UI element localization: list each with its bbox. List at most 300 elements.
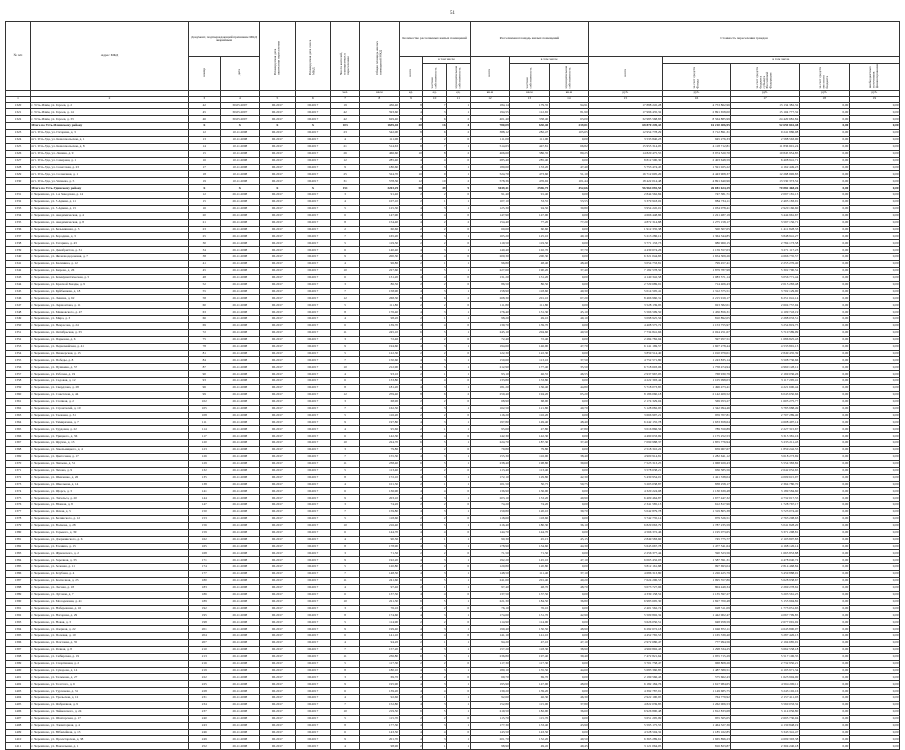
header-residents: Число жителей, планируемых к переселению <box>331 22 360 91</box>
table-cell: 58 <box>399 185 423 192</box>
table-cell: 1 <box>446 571 470 578</box>
table-cell: 72,40 <box>470 336 509 343</box>
table-cell: 1 <box>446 653 470 660</box>
table-cell: 4 822 039,85 <box>589 702 663 709</box>
table-cell: 2 <box>399 336 423 343</box>
table-cell: 241,60 <box>360 577 399 584</box>
table-cell: 4 <box>423 433 447 440</box>
table-cell: 96,80 <box>360 261 399 268</box>
table-cell: 26 081 624,29 <box>662 185 730 192</box>
table-cell: III.2017 <box>295 391 331 398</box>
table-cell: 5 114 056,80 <box>731 708 799 715</box>
table-cell: 5 042 879,78 <box>589 509 663 516</box>
table-cell: 66,82 <box>549 143 588 150</box>
table-cell: 133,20 <box>510 164 549 171</box>
table-cell: III.2017 <box>260 729 296 736</box>
table-cell: 0,00 <box>849 453 899 460</box>
table-cell: 40,50 <box>549 329 588 336</box>
table-cell: 1397 <box>6 646 31 653</box>
table-cell: г. Черемхово, ул. Рабочая, д. 19 <box>31 371 189 378</box>
table-cell: 37,50 <box>549 357 588 364</box>
table-cell: 252 <box>188 743 220 750</box>
table-cell: 111 <box>188 419 220 426</box>
table-cell: 243 <box>188 722 220 729</box>
table-cell: 0,00 <box>799 185 849 192</box>
table-cell: III.2017 <box>295 646 331 653</box>
table-cell: 2 <box>423 605 447 612</box>
table-cell: 1 855 776,94 <box>662 440 730 447</box>
table-cell: 3 073 727,96 <box>589 584 663 591</box>
table-cell: 111,80 <box>360 302 399 309</box>
table-cell: 476,92 <box>510 178 549 185</box>
table-cell: 84 <box>188 357 220 364</box>
table-cell: 95,60 <box>360 426 399 433</box>
table-cell: 0,00 <box>799 571 849 578</box>
table-cell: 118,60 <box>510 288 549 295</box>
table-cell: 0,00 <box>799 598 849 605</box>
table-row <box>6 550 900 557</box>
table-cell: 118,60 <box>510 515 549 522</box>
table-row <box>6 261 900 268</box>
table-cell: г. Черемхово, ул. Дзержинского, д. 6 <box>31 536 189 543</box>
table-cell: г. Черемхово, ул. Пролетарская, д. 38 <box>31 736 189 743</box>
table-cell: 1 <box>446 309 470 316</box>
table-cell: 0,00 <box>549 729 588 736</box>
table-cell: 5 430 954,01 <box>589 474 663 481</box>
table-cell: 1 <box>423 695 447 702</box>
table-cell: г. Черемхово, ул. Лесная, д. 18 <box>31 584 189 591</box>
table-row <box>6 198 900 205</box>
table-cell: 4 <box>399 681 423 688</box>
table-cell: 44,60 <box>549 667 588 674</box>
table-cell: 1375 <box>6 495 31 502</box>
table-cell: X <box>295 185 331 192</box>
table-cell: 0,00 <box>799 157 849 164</box>
table-cell: 4 <box>331 481 360 488</box>
table-cell: 74,20 <box>360 502 399 509</box>
table-cell: 5 <box>423 708 447 715</box>
table-cell: 1 <box>446 440 470 447</box>
table-cell: 2 097 181,13 <box>731 192 799 199</box>
table-cell: III.2017 <box>295 515 331 522</box>
table-cell: 249 <box>188 736 220 743</box>
table-cell: 789 550,89 <box>662 426 730 433</box>
table-cell: г. Черемхово, ул. Чапаева, д. 51 <box>31 460 189 467</box>
table-cell: г. Черемхово, ул. Советская, д. 44 <box>31 391 189 398</box>
table-row <box>6 591 900 598</box>
table-cell: 129 <box>188 460 220 467</box>
table-cell: 10.11.2008 <box>220 171 259 178</box>
table-cell: 46,30 <box>510 695 549 702</box>
column-number-5: 5 <box>260 96 296 102</box>
table-cell: 0,00 <box>799 674 849 681</box>
table-cell: 4 752 571,80 <box>589 357 663 364</box>
table-cell: III.2017 <box>260 233 296 240</box>
table-cell: 139,70 <box>360 323 399 330</box>
table-cell: 2 <box>423 715 447 722</box>
header-cost-local: за счет средств местного бюджета <box>799 64 849 91</box>
table-cell: 5 645 667,78 <box>589 543 663 550</box>
table-cell: 0,00 <box>849 536 899 543</box>
table-cell: 12 <box>331 157 360 164</box>
table-cell: 0 <box>446 467 470 474</box>
table-cell: 45 <box>188 109 220 116</box>
table-cell: 157,20 <box>470 646 509 653</box>
table-cell: 133,80 <box>360 378 399 385</box>
table-cell: 0,00 <box>799 412 849 419</box>
table-cell: 3 <box>423 626 447 633</box>
table-cell: 500 507,05 <box>662 226 730 233</box>
table-cell: 2 <box>399 398 423 405</box>
table-row <box>6 254 900 261</box>
table-cell: 180,60 <box>470 164 509 171</box>
table-cell: 1371 <box>6 467 31 474</box>
table-cell: 0,00 <box>849 364 899 371</box>
table-cell: г. Усть-Илим, ул. Героев, д. 2 <box>31 102 189 109</box>
table-cell: 91,40 <box>360 192 399 199</box>
table-cell: 1335 <box>6 219 31 226</box>
table-cell: 1 <box>446 667 470 674</box>
table-cell: III.2017 <box>260 198 296 205</box>
table-cell: 0,00 <box>799 364 849 371</box>
table-row <box>6 467 900 474</box>
table-cell: 66 <box>188 316 220 323</box>
table-row <box>6 357 900 364</box>
table-cell: г. Черемхово, ул. Парковая, д. 6 <box>31 336 189 343</box>
table-cell: 4 <box>331 743 360 750</box>
table-cell: 125,30 <box>470 205 509 212</box>
table-row <box>6 577 900 584</box>
table-cell: 151 <box>331 185 360 192</box>
table-cell: 68 870 249,43 <box>589 123 663 130</box>
table-cell: 1 <box>446 357 470 364</box>
table-cell: III.2017 <box>295 447 331 454</box>
table-cell: 2 642 052,65 <box>731 467 799 474</box>
table-cell: 3 254 819,75 <box>731 323 799 330</box>
table-cell: 8 466 960,31 <box>589 295 663 302</box>
table-cell: г. Черемхово, ул. Нагорная, д. 29 <box>31 612 189 619</box>
table-cell: 3203,29 <box>360 185 399 192</box>
table-cell: 10.11.2008 <box>220 143 259 150</box>
table-cell: 1 149 685,75 <box>662 688 730 695</box>
table-cell: 162 <box>188 536 220 543</box>
table-cell: 1350 <box>6 323 31 330</box>
table-cell: 0 <box>446 674 470 681</box>
table-cell: III.2017 <box>295 577 331 584</box>
table-cell: 2 <box>423 219 447 226</box>
table-cell: 2 849 583,60 <box>589 536 663 543</box>
table-cell: 26.11.2008 <box>220 736 259 743</box>
table-cell: 0,00 <box>799 336 849 343</box>
table-cell: 0,00 <box>799 136 849 143</box>
table-cell: 245,10 <box>360 329 399 336</box>
table-cell: 1410 <box>6 736 31 743</box>
table-cell: 1333 <box>6 205 31 212</box>
table-cell: 1334 <box>6 212 31 219</box>
table-cell: 2 288 033,51 <box>731 316 799 323</box>
table-cell: III.2017 <box>260 550 296 557</box>
table-cell: г. Черемхово, ул. Суворова, д. 14 <box>31 667 189 674</box>
table-row <box>6 343 900 350</box>
table-cell: 1 <box>423 371 447 378</box>
column-number-7: 7 <box>331 96 360 102</box>
table-cell: 8 <box>399 295 423 302</box>
table-cell: 26.11.2008 <box>220 205 259 212</box>
table-cell: III.2017 <box>260 715 296 722</box>
table-cell: 3 <box>331 502 360 509</box>
table-cell: 71,50 <box>510 550 549 557</box>
table-cell: 48,40 <box>549 261 588 268</box>
table-cell: 7 <box>423 102 447 109</box>
table-cell: 8 <box>331 667 360 674</box>
table-cell: 26.11.2008 <box>220 660 259 667</box>
table-cell: 9 <box>331 164 360 171</box>
table-cell: III.2017 <box>295 357 331 364</box>
header-cost-regional: за счет средств бюджета субъекта Российской Федерации <box>731 64 799 91</box>
table-cell: 6 <box>399 598 423 605</box>
table-cell: 5 <box>331 302 360 309</box>
table-cell: III.2017 <box>260 453 296 460</box>
table-cell: 16 <box>423 123 447 130</box>
table-cell: 26.11.2008 <box>220 467 259 474</box>
table-cell: 4 <box>399 557 423 564</box>
table-cell: 46,55 <box>510 371 549 378</box>
table-cell: 1 <box>423 261 447 268</box>
table-cell: III.2017 <box>295 474 331 481</box>
table-cell: 0,00 <box>849 460 899 467</box>
table-cell: 0,00 <box>549 350 588 357</box>
table-cell: 285,40 <box>510 157 549 164</box>
table-cell: 1357 <box>6 371 31 378</box>
table-cell: III.2017 <box>295 198 331 205</box>
table-cell: 5 <box>331 715 360 722</box>
table-cell: III.2017 <box>260 564 296 571</box>
table-cell: 0 <box>446 515 470 522</box>
table-cell: 136,40 <box>510 385 549 392</box>
table-cell: 133,40 <box>510 722 549 729</box>
table-cell: 0,00 <box>849 653 899 660</box>
table-cell: III.2017 <box>295 274 331 281</box>
table-cell: 113,40 <box>360 467 399 474</box>
table-cell: 0,00 <box>799 626 849 633</box>
table-cell: 3 712 891,31 <box>662 130 730 137</box>
table-cell: 37,10 <box>549 571 588 578</box>
table-row <box>6 433 900 440</box>
table-cell: 0,00 <box>799 495 849 502</box>
table-cell: 2 <box>399 302 423 309</box>
table-cell: 9 <box>331 419 360 426</box>
table-cell: 0,00 <box>799 219 849 226</box>
table-cell: III.2017 <box>295 109 331 116</box>
table-cell: 3 <box>423 474 447 481</box>
table-cell: 1 654 309,26 <box>662 254 730 261</box>
table-cell: 39,60 <box>549 460 588 467</box>
table-cell: г. Усть-Илим, ул. Героев, д. 33 <box>31 116 189 123</box>
table-cell: 26.11.2008 <box>220 529 259 536</box>
table-cell: 141,10 <box>470 633 509 640</box>
table-cell: 6 <box>331 323 360 330</box>
table-cell: 0,00 <box>799 267 849 274</box>
table-cell: 136,90 <box>360 488 399 495</box>
table-cell: 131,30 <box>510 309 549 316</box>
table-cell: 1 <box>446 453 470 460</box>
table-cell: 0,00 <box>849 247 899 254</box>
table-cell: 8 <box>331 309 360 316</box>
table-cell: 1388 <box>6 584 31 591</box>
table-cell: 0,00 <box>849 316 899 323</box>
table-cell: г. Черемхово, ул. 1-я Заводская, д. 14 <box>31 192 189 199</box>
table-cell: 1332 <box>6 198 31 205</box>
table-cell: 26.11.2008 <box>220 281 259 288</box>
table-cell: 4 872 314,88 <box>589 219 663 226</box>
table-cell: 1 <box>446 681 470 688</box>
table-cell: 63,00 <box>549 116 588 123</box>
table-cell: 0,00 <box>849 343 899 350</box>
table-cell: 5 302 790,52 <box>731 267 799 274</box>
table-cell: III.2017 <box>260 391 296 398</box>
table-cell: III.2017 <box>260 522 296 529</box>
table-cell: 6 <box>423 391 447 398</box>
table-cell: 2 695 730,94 <box>731 715 799 722</box>
table-cell: III.2017 <box>295 619 331 626</box>
table-row <box>6 481 900 488</box>
table-cell: 10.11.2008 <box>220 164 259 171</box>
table-cell: 4 <box>399 702 423 709</box>
table-cell: 0 <box>446 350 470 357</box>
table-cell: 26.11.2008 <box>220 681 259 688</box>
table-cell: III.2017 <box>295 385 331 392</box>
table-cell: 120,80 <box>470 564 509 571</box>
table-cell: 1 <box>446 495 470 502</box>
table-cell: 2 <box>446 295 470 302</box>
table-cell: 2 <box>399 619 423 626</box>
table-cell: III.2017 <box>260 205 296 212</box>
table-cell: 65,20 <box>549 391 588 398</box>
table-cell: 6 829 063,79 <box>589 522 663 529</box>
table-cell: 93,10 <box>360 371 399 378</box>
table-cell: 436,40 <box>360 102 399 109</box>
table-cell: III.2017 <box>260 660 296 667</box>
table-cell: 1 995 357,86 <box>662 577 730 584</box>
table-cell: 2 <box>399 192 423 199</box>
table-row <box>6 398 900 405</box>
table-cell: 0,00 <box>799 329 849 336</box>
table-cell: 0,00 <box>849 577 899 584</box>
table-cell: III.2017 <box>260 667 296 674</box>
table-cell: 52 659 842,48 <box>731 123 799 130</box>
table-cell: 8 <box>399 130 423 137</box>
table-cell: 3 <box>423 419 447 426</box>
table-row <box>6 226 900 233</box>
table-cell: 180 <box>188 577 220 584</box>
table-cell: 26.11.2008 <box>220 309 259 316</box>
table-cell: 0,00 <box>549 467 588 474</box>
table-cell: г. Черемхово, ул. Пушкина, д. 57 <box>31 364 189 371</box>
table-cell: 101,50 <box>360 481 399 488</box>
table-cell: 91,40 <box>470 192 509 199</box>
table-cell: 6 <box>331 633 360 640</box>
table-cell: 1374 <box>6 488 31 495</box>
table-cell: 42,30 <box>549 474 588 481</box>
table-cell: III.2017 <box>260 702 296 709</box>
header-area-group: Расселяемая площадь жилых помещений <box>470 22 588 57</box>
header-document-group: Документ, подтверждающий признание МКД аварийным <box>188 22 259 57</box>
table-cell: г. Черемхово, ул. Степная, д. 2 <box>31 398 189 405</box>
table-cell: г. Черемхово, ул. Зеленая, д. 11 <box>31 564 189 571</box>
table-cell: 4 <box>399 729 423 736</box>
table-cell: 2 <box>331 226 360 233</box>
table-cell: 101,44 <box>549 178 588 185</box>
table-cell: 1345 <box>6 288 31 295</box>
table-cell: 1 <box>446 419 470 426</box>
table-cell: III.2017 <box>295 143 331 150</box>
table-cell: 0,00 <box>799 536 849 543</box>
table-cell: 26.11.2008 <box>220 371 259 378</box>
table-cell: III.2017 <box>260 385 296 392</box>
column-number-19: 19 <box>849 96 899 102</box>
table-cell: III.2017 <box>295 536 331 543</box>
table-cell: 38,40 <box>549 453 588 460</box>
table-cell: 0,00 <box>849 391 899 398</box>
table-row <box>6 385 900 392</box>
table-cell: 4 <box>423 254 447 261</box>
table-cell: III.2017 <box>260 571 296 578</box>
table-cell: 8 <box>399 116 423 123</box>
table-cell: 126 <box>188 453 220 460</box>
table-cell: 1 <box>423 536 447 543</box>
table-cell: г. Черемхово, ул. Вокзальная, д. 1 <box>31 743 189 750</box>
table-cell: 1370 <box>6 460 31 467</box>
table-row <box>6 405 900 412</box>
table-cell: 10.11.2008 <box>220 130 259 137</box>
table-cell: 137,50 <box>470 591 509 598</box>
table-cell: 0,00 <box>799 708 849 715</box>
unit-cell-19: руб. <box>849 90 899 96</box>
table-cell: 285,40 <box>470 157 509 164</box>
table-cell: 0,00 <box>549 633 588 640</box>
table-cell: 3 666 997,21 <box>589 412 663 419</box>
table-cell: III.2017 <box>260 254 296 261</box>
table-cell: 1 <box>446 474 470 481</box>
table-cell: 49,90 <box>549 495 588 502</box>
table-cell: 0,00 <box>549 274 588 281</box>
table-cell: 26.11.2008 <box>220 688 259 695</box>
table-cell: 2 <box>423 240 447 247</box>
table-cell: 1 298 334,25 <box>662 646 730 653</box>
table-cell: 6 <box>399 522 423 529</box>
table-row <box>6 150 900 157</box>
table-cell: 3 315 381,16 <box>731 433 799 440</box>
table-cell: 0 <box>446 564 470 571</box>
table-cell: III.2017 <box>260 536 296 543</box>
table-row <box>6 164 900 171</box>
table-cell: III.2017 <box>295 715 331 722</box>
table-cell: 99 <box>188 391 220 398</box>
table-cell: 0,00 <box>799 226 849 233</box>
table-cell: 26.11.2008 <box>220 653 259 660</box>
table-cell: 3 <box>423 543 447 550</box>
column-number-3: 3 <box>188 96 220 102</box>
table-cell: 141 <box>188 488 220 495</box>
table-cell: X <box>260 123 296 130</box>
table-cell: 1 <box>446 481 470 488</box>
table-cell: 0,00 <box>849 481 899 488</box>
table-cell: 1 185 162,85 <box>662 729 730 736</box>
table-cell: 192,20 <box>360 557 399 564</box>
table-cell: 1348 <box>6 309 31 316</box>
table-cell: 197,80 <box>360 419 399 426</box>
table-cell: 9 <box>446 185 470 192</box>
